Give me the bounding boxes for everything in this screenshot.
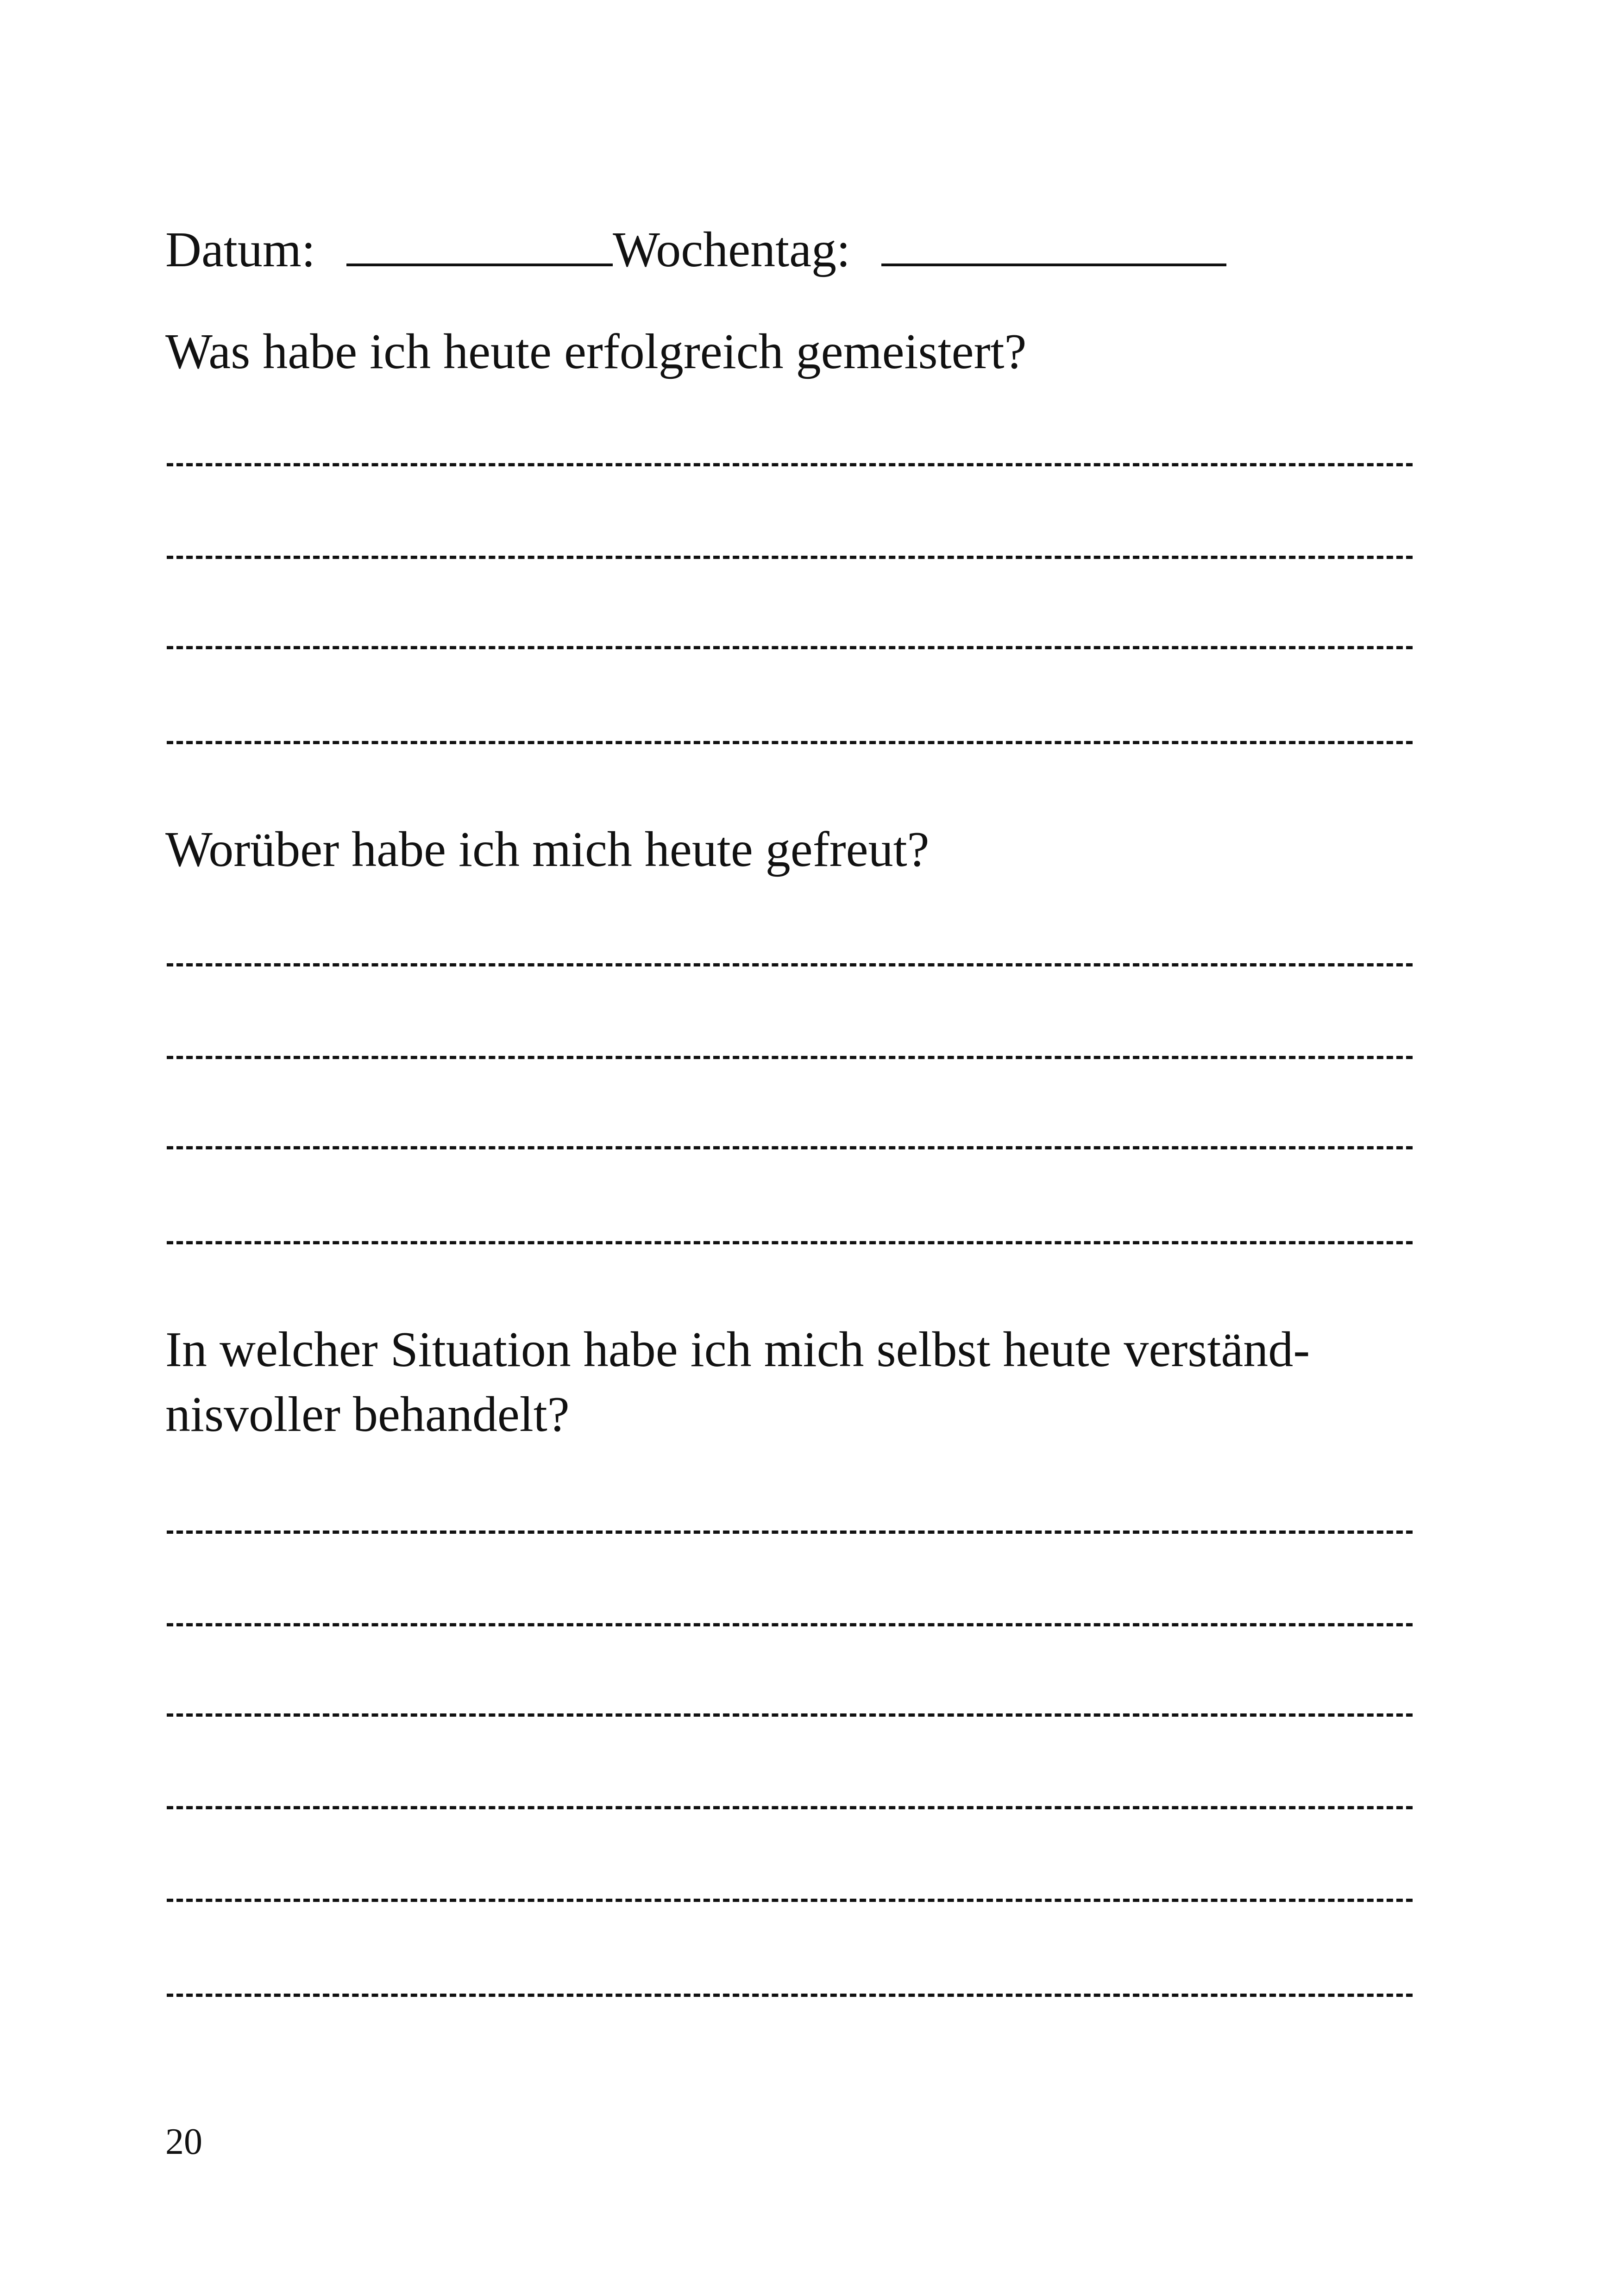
page-number: 20: [165, 2121, 202, 2162]
date-label: Datum:: [165, 222, 315, 277]
answer-line[interactable]: [167, 646, 1413, 649]
answer-line[interactable]: [167, 1994, 1413, 1997]
answer-line[interactable]: [167, 1056, 1413, 1059]
answer-line[interactable]: [167, 1241, 1413, 1244]
weekday-field[interactable]: [881, 263, 1226, 266]
answer-line[interactable]: [167, 1899, 1413, 1902]
answer-line[interactable]: [167, 556, 1413, 559]
question-2: Worüber habe ich mich heute gefreut?: [165, 822, 930, 877]
date-weekday-row: [165, 215, 1226, 285]
question-1: Was habe ich heute erfolgreich gemeistert?: [165, 324, 1027, 379]
answer-line[interactable]: [167, 963, 1413, 966]
answer-line[interactable]: [167, 1806, 1413, 1809]
date-field[interactable]: [346, 263, 613, 266]
answer-line[interactable]: [167, 1623, 1413, 1626]
weekday-label: Wochentag:: [612, 222, 851, 277]
answer-line[interactable]: [167, 1146, 1413, 1149]
question-3-line-1: In welcher Situation habe ich mich selbst heute verständ-: [165, 1322, 1310, 1377]
answer-line[interactable]: [167, 1713, 1413, 1717]
answer-line[interactable]: [167, 463, 1413, 466]
answer-line[interactable]: [167, 741, 1413, 744]
question-3-line-2: nisvoller behandelt?: [165, 1387, 570, 1442]
answer-line[interactable]: [167, 1531, 1413, 1534]
